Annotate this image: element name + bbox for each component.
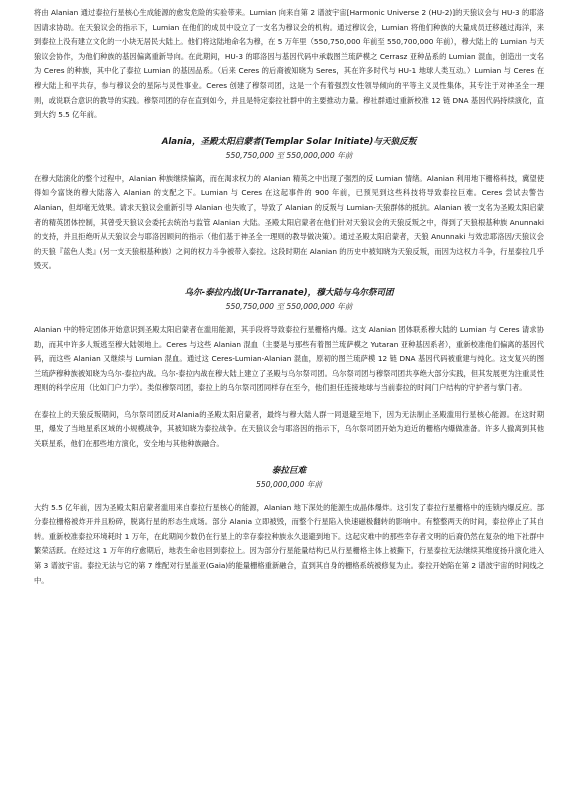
intro-paragraph: 将由 Alanian 通过泰拉行星核心生成能源的愈发危险的实验带来。Lumian 向来自第 2 谱波宇宙[Harmonic Universe 2 (HU-2)]的天狼议会与 HU-3 的耶洛因请求协助。在天狼议会的指示下，Lumian 在他们的成员中设立了一支名为穆议会的机构。通过穆议会，Lumian 将他们种族的大量成员迁移越过海洋，来到泰拉上没有建立文化的一小块无居民大陆上。他们将这陆地命名为穆，在 5 万年里（550,750,000 年前至 550,700,000 年前），穆大陆上的 Lumian 与天狼议会协作，为他们种族的基因偏离重新导向。在此期间，HU-3 的耶洛因与基因代码中承载图兰琉萨模之 Cerrasz 亚种品系的 Lumian 混血，创造出一支名为 Ceres 的种族，其中化了泰拉 Lumian 的基因品系。（后来 Ceres 的后裔被知晓为 Seres，其在许多时代与 HU-1 地球人类互动。）Lumian 与 Ceres 在穆大陆上和平共存，参与穆议会的星际与灵性事业。Ceres 创建了穆祭司团，这是一个有着强烈女性领导倾向的平等主义灵性集体，其专注于对神圣全一理则，或说联合意识的教导的实践。穆祭司团的存在直到如今，并且是特定泰拉社群中的主要推动力量。穆社群通过重新校准 12 链 DNA 基因代码持续演化，直到大约 5.5 亿年前。 <box>34 8 544 120</box>
section-date: 550,750,000 至 550,000,000 年前 <box>225 150 353 160</box>
section-paragraph: Alanian 中的特定团体开始意识到圣殿太阳启蒙者在滥用能源，其手段将导致泰拉行星栅格内爆。这支 Alanian 团体联系穆大陆的 Lumian 与 Ceres 请求协助，而其中许多人叛逃至穆大陆领地上。Ceres 与这些 Alanian 混血（主要是与那些有着图兰琉萨模之 Yutaran 亚种基因系者），重新校准他们偏离的基因代码，而这些 Alanian 又继续与 Lumian 混血。通过这 Ceres-Lumian-Alanian 混血，原初的图兰琉萨模 12 链 DNA 基因代码被重建与纯化。这支复兴的图兰琉萨穆种族被知晓为乌尔-泰拉内战。乌尔-泰拉内战在穆大陆上建立了圣殿与乌尔祭司团。乌尔祭司团与穆祭司团共享绝大部分实践，但其发展更为注重灵性理则的科学应用（比如门户力学）。类似穆祭司团，泰拉上的乌尔祭司团同样存在至今，他们担任连接地球与当前泰拉的时间门户结构的守护者与掌门者。 <box>34 324 544 393</box>
section-heading-tara-cataclysm <box>34 464 544 491</box>
section-date: 550,750,000 至 550,000,000 年前 <box>225 301 353 311</box>
section-title: Alania，圣殿太阳启蒙者(Templar Solar Initiate)与天狼反叛 <box>161 136 417 147</box>
section-title: 泰拉巨难 <box>271 465 307 476</box>
section-title: 乌尔-泰拉内战(Ur-Tarranate)，穆大陆与乌尔祭司团 <box>184 287 394 298</box>
section-date: 550,000,000 年前 <box>256 479 322 489</box>
section-paragraph: 在泰拉上的天狼反叛期间，乌尔祭司团反对Alania的圣殿太阳启蒙者，最终与穆大陆人群一同退避至地下，因为无法制止圣殿滥用行星核心能源。在这时期里，爆发了当地星系区域的小规模战争，其被知晓为泰拉战争。在天狼议会与耶洛因的指示下，乌尔祭司团开始为迫近的栅格内爆做准备。许多人撤离到其他关联星系，他们在那些地方演化，安全地与其他种族融合。 <box>34 409 544 449</box>
section-heading-ur-tarranate <box>34 286 544 313</box>
section-heading-alania <box>34 135 544 162</box>
section-paragraph: 在穆大陆演化的整个过程中，Alanian 种族继续偏离，而在渴求权力的 Alanian 精英之中出现了强烈的反 Lumian 情绪。Alanian 利用地下栅格科技，冀望使得如今富饶的穆大陆落入 Alanian 的支配之下。Lumian 与 Ceres 在这起事件的 900 年前，已预见到这些科技将导致泰拉巨难。Ceres 尝试去警告 Alanian，但却毫无效果。请求天狼议会重新引导 Alanian 也失败了，导致了 Alanian 的反叛与 Lumian-天狼群体的抵抗。Alanian 被一支名为圣殿太阳启蒙者的精英团体控制，其曾受天狼议会委托去统治与监管 Alanian 大陆。圣殿太阳启蒙者在他们针对天狼议会的天狼反叛之中，得到了天狼根基种族 Anunnaki 的支持，并且拒绝听从天狼议会与耶洛因顾问的指示（他们基于神圣全一理则的教导做决策）。通过圣殿太阳启蒙者，天狼 Anunnaki 与效忠耶洛因/天狼议会的天狼『蓝色人类』(另一支天狼根基种族）之间的权力斗争被带入泰拉。这段时期在 Alanian 的历史中被知晓为天狼反叛，而因为这权力斗争，行星泰拉几乎毁灭。 <box>34 173 544 271</box>
section-paragraph: 大约 5.5 亿年前，因为圣殿太阳启蒙者滥用来自泰拉行星核心的能源，Alanian 地下深处的能源生成晶体爆炸。这引发了泰拉行星栅格中的连锁内爆反应。部分泰拉栅格被炸开并且粉碎，脱离行星的形态生成场。部分 Alania 立即被毁，而整个行星陷入快速磁极翻转的影响中。有整整两天的时间，泰拉停止了其自转。重新校准泰拉环境耗时 1 万年，在此期间少数仍在行星上的幸存泰拉种族永久退避到地下。这起灾难中的那些幸存者文明的后裔仍然在复杂的地下社群中繁荣活跃。在经过这 1 万年的疗愈期后，地表生命也回到泰拉上。因为部分行星能量结构已从行星栅格主体上被撕下，行星泰拉无法继续其维度扬升演化进入第 3 谱波宇宙。泰拉无法与它的第 7 维配对行星盖亚(Gaia)的能量栅格重新融合，直到其自身的栅格系统被修复为止。泰拉开始陷在第 2 谱波宇宙的时间线之中。 <box>34 502 544 585</box>
